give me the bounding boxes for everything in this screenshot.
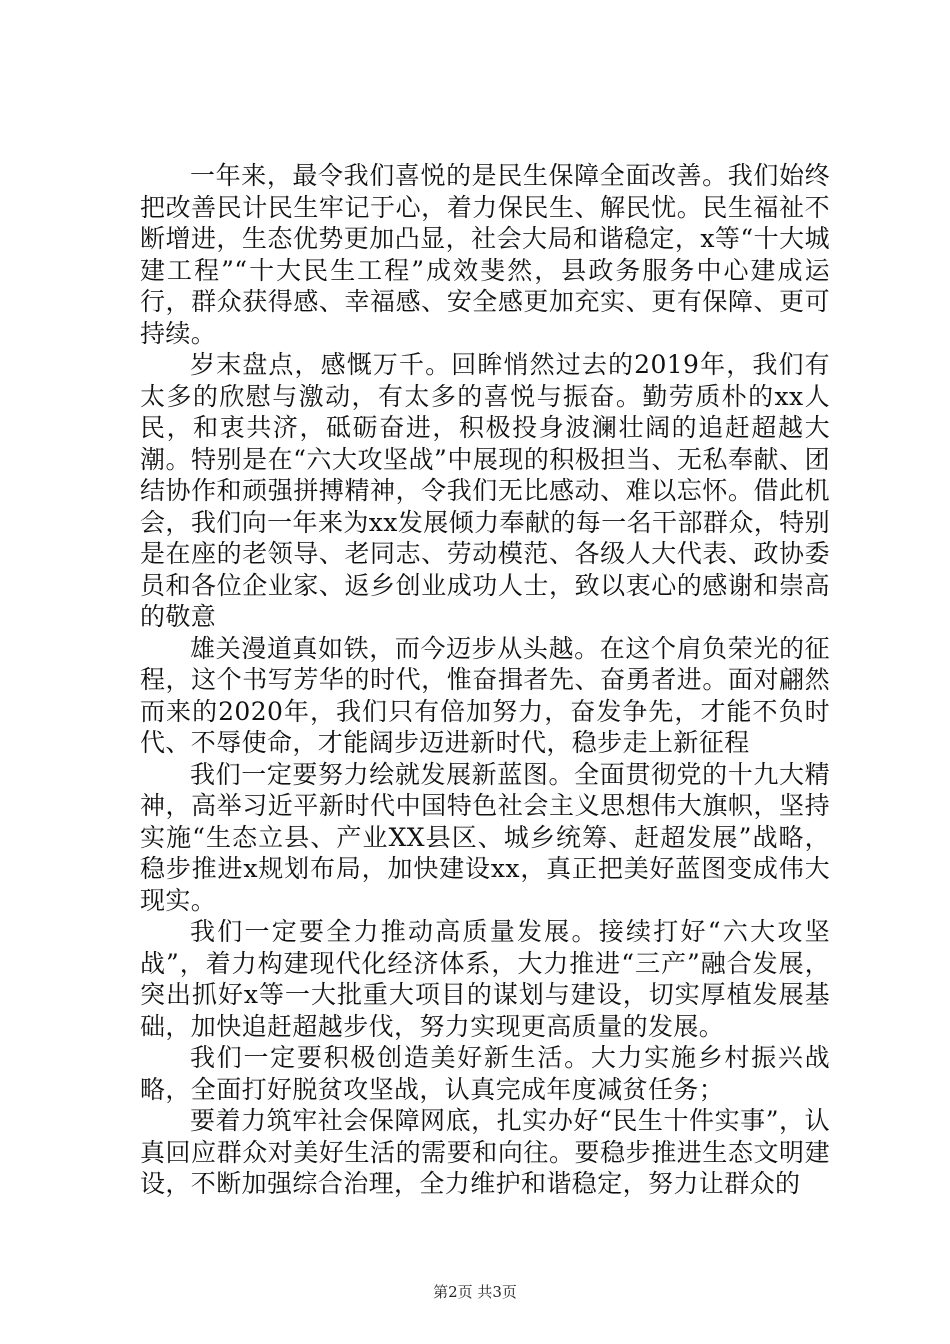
paragraph-6: 我们一定要积极创造美好新生活。大力实施乡村振兴战略，全面打好脱贫攻坚战，认真完成年度减贫任务； [140, 1043, 830, 1104]
paragraph-3: 雄关漫道真如铁，而今迈步从头越。在这个肩负荣光的征程，这个书写芳华的时代，惟奋揖者先、奋勇者进。面对翩然而来的2020年，我们只有倍加努力，奋发争先，才能不负时代、不辱使命，才能阔步迈进新时代，稳步走上新征程 [140, 633, 830, 757]
paragraph-7: 要着力筑牢社会保障网底，扎实办好“民生十件实事”，认真回应群众对美好生活的需要和向往。要稳步推进生态文明建设，不断加强综合治理，全力维护和谐稳定，努力让群众的 [140, 1106, 830, 1198]
paragraph-2: 岁末盘点，感慨万千。回眸悄然过去的2019年，我们有太多的欣慰与激动，有太多的喜悦与振奋。勤劳质朴的xx人民，和衷共济，砥砺奋进，积极投身波澜壮阔的追赶超越大潮。特别是在“六大攻坚战”中展现的积极担当、无私奉献、团结协作和顽强拼搏精神，令我们无比感动、难以忘怀。借此机会，我们向一年来为xx发展倾力奉献的每一名干部群众，特别是在座的老领导、老同志、劳动模范、各级人大代表、政协委员和各位企业家、返乡创业成功人士，致以衷心的感谢和崇高的敬意 [140, 350, 830, 631]
paragraph-1: 一年来，最令我们喜悦的是民生保障全面改善。我们始终把改善民计民生牢记于心，着力保民生、解民忧。民生福祉不断增进，生态优势更加凸显，社会大局和谐稳定，x等“十大城建工程”“十大民生工程”成效斐然，县政务服务中心建成运行，群众获得感、幸福感、安全感更加充实、更有保障、更可持续。 [140, 161, 830, 348]
paragraph-4: 我们一定要努力绘就发展新蓝图。全面贯彻党的十九大精神，高举习近平新时代中国特色社会主义思想伟大旗帜，坚持实施“生态立县、产业XX县区、城乡统筹、赶超发展”战略，稳步推进x规划布局，加快建设xx，真正把美好蓝图变成伟大现实。 [140, 759, 830, 915]
page-number-footer: 第2页 共3页 [433, 1283, 517, 1301]
paragraph-5: 我们一定要全力推动高质量发展。接续打好“六大攻坚战”，着力构建现代化经济体系，大力推进“三产”融合发展，突出抓好x等一大批重大项目的谋划与建设，切实厚植发展基础，加快追赶超越步伐，努力实现更高质量的发展。 [140, 917, 830, 1041]
document-body [140, 160, 830, 1200]
